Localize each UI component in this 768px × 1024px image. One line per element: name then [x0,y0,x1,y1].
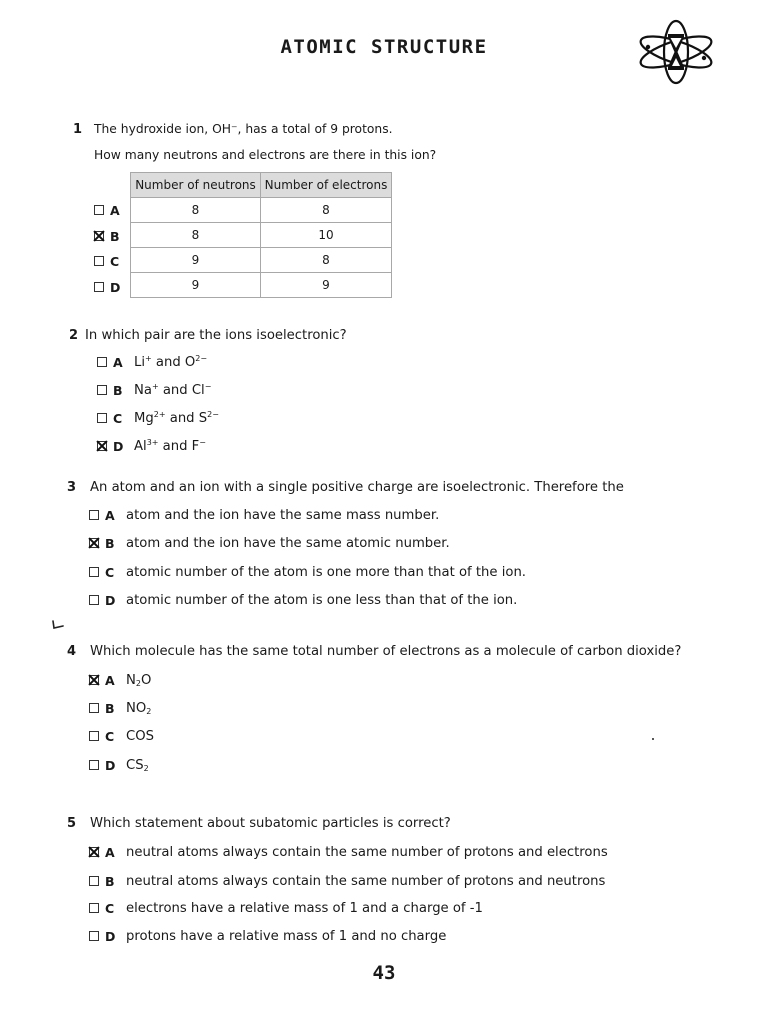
option-text: $Al^{3+}$ and F− [134,438,206,454]
option-letter: D [105,928,116,944]
option-text: $N_2O$ [126,672,152,688]
option-b[interactable] [89,872,605,890]
option-letter: A [113,354,123,370]
table-row [131,198,392,223]
option-letter: C [105,728,115,744]
question-text: In which pair are the ions isoelectronic? [85,328,347,343]
option-d[interactable] [89,927,446,945]
option-text: electrons have a relative mass of 1 and a charge of -1 [126,900,483,916]
option-text: atomic number of the atom is one less than that of the ion. [126,592,518,608]
question-subtext: How many neutrons and electrons are there in this ion? [94,148,437,162]
option-b[interactable] [89,534,450,552]
option-text: protons have a relative mass of 1 and no charge [126,928,447,944]
checkbox[interactable] [89,595,99,605]
checkbox[interactable] [97,413,107,423]
option-b[interactable] [89,699,151,717]
option-b[interactable] [97,381,211,399]
question-number: 3 [67,480,77,495]
question-text: Which molecule has the same total number of electrons as a molecule of carbon dioxide? [90,644,682,659]
option-a[interactable] [94,201,126,219]
checkbox[interactable] [97,357,107,367]
option-text: $Mg^{2+}$ and $S^{2-}$ [134,410,219,426]
stray-dot [652,738,654,740]
option-letter: B [110,228,120,244]
option-text: Na+ and Cl− [134,382,212,398]
option-a[interactable] [89,671,151,689]
checkbox[interactable] [89,931,99,941]
table-cell: 10 [261,223,392,248]
table-header: Number of neutrons [131,173,261,198]
table-cell: 8 [261,248,392,273]
checkbox[interactable] [97,385,107,395]
page-title: ATOMIC STRUCTURE [280,36,488,58]
table-row [131,248,392,273]
option-letter: B [113,382,123,398]
option-letter: C [113,410,123,426]
table-cell: 8 [131,198,261,223]
checkbox[interactable] [89,876,99,886]
handwritten-tick-mark [51,620,65,630]
option-letter: D [105,592,116,608]
table-cell: 9 [131,248,261,273]
question-text: An atom and an ion with a single positive charge are isoelectronic. Therefore the [90,480,624,495]
option-text: neutral atoms always contain the same number of protons and electrons [126,844,608,860]
option-letter: C [105,564,115,580]
checkbox[interactable] [89,510,99,520]
checkbox[interactable] [89,731,99,741]
question-number: 5 [67,816,77,831]
option-letter: A [105,507,115,523]
table-header: Number of electrons [261,173,392,198]
option-letter: A [105,844,115,860]
option-text: neutral atoms always contain the same number of protons and neutrons [126,873,606,889]
option-text: COS [126,728,154,744]
option-c[interactable] [89,727,154,745]
table-cell: 9 [131,273,261,298]
option-letter: D [110,279,121,295]
checkbox[interactable] [89,760,99,770]
checkbox[interactable] [89,538,99,548]
option-a[interactable] [97,353,207,371]
table-row [131,273,392,298]
option-text: atom and the ion have the same atomic number. [126,535,450,551]
answer-table [130,172,392,298]
table-row [131,223,392,248]
option-c[interactable] [97,409,219,427]
option-text: $CS_2$ [126,757,149,773]
question-number: 1 [73,122,83,137]
table-cell: 8 [131,223,261,248]
option-letter: A [105,672,115,688]
option-d[interactable] [97,437,206,455]
option-letter: D [105,757,116,773]
option-text: $NO_2$ [126,700,152,716]
option-letter: C [105,900,115,916]
page-number: 43 [372,962,396,984]
option-b[interactable] [94,227,126,245]
question-number: 2 [69,328,79,343]
checkbox[interactable] [97,441,107,451]
option-d[interactable] [94,278,126,296]
option-text: atomic number of the atom is one more than that of the ion. [126,564,526,580]
checkbox[interactable] [89,903,99,913]
option-a[interactable] [89,843,608,861]
atom-hourglass-icon [636,18,716,86]
table-cell: 9 [261,273,392,298]
checkbox[interactable] [94,231,104,241]
option-letter: B [105,700,115,716]
option-letter: C [110,253,120,269]
question-number: 4 [67,644,77,659]
option-c[interactable] [89,899,483,917]
checkbox[interactable] [89,567,99,577]
option-text: atom and the ion have the same mass number. [126,507,440,523]
checkbox[interactable] [89,703,99,713]
table-cell: 8 [261,198,392,223]
checkbox[interactable] [89,675,99,685]
question-text: The hydroxide ion, OH⁻, has a total of 9 protons. [94,122,393,136]
option-d[interactable] [89,591,517,609]
checkbox[interactable] [94,205,104,215]
option-letter: B [105,873,115,889]
checkbox[interactable] [94,282,104,292]
question-text: Which statement about subatomic particles is correct? [90,816,451,831]
checkbox[interactable] [94,256,104,266]
option-letter: A [110,202,120,218]
checkbox[interactable] [89,847,99,857]
option-c[interactable] [94,252,126,270]
option-letter: D [113,438,124,454]
option-letter: B [105,535,115,551]
option-d[interactable] [89,756,149,774]
option-c[interactable] [89,563,526,581]
option-a[interactable] [89,506,439,524]
option-text: Li+ and $O^{2-}$ [134,354,208,370]
